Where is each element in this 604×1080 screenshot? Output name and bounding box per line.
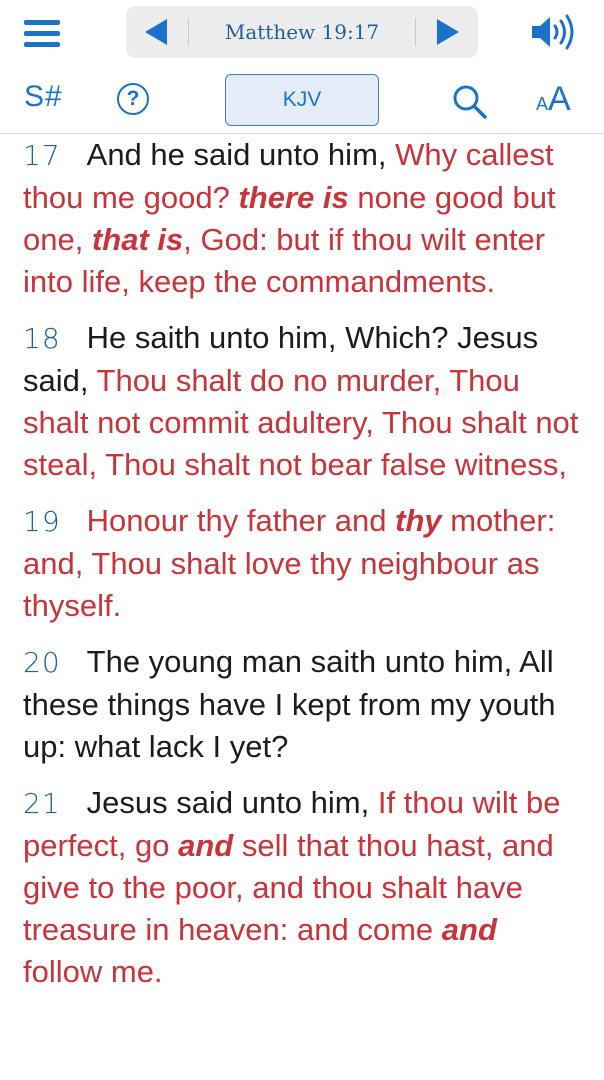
- verse-number[interactable]: 21: [23, 787, 61, 820]
- font-size-button[interactable]: [536, 80, 571, 120]
- words-of-christ-text: Why callest thou me good?: [23, 137, 554, 215]
- verse-number[interactable]: 18: [23, 322, 61, 355]
- words-of-christ-text: Honour thy father and: [86, 503, 396, 538]
- verse-number[interactable]: 17: [23, 139, 61, 172]
- words-of-christ-text: there is: [238, 180, 349, 215]
- words-of-christ-text: sell that thou hast, and give to the poor, and thou shalt have treasure in heaven: and come: [23, 828, 554, 947]
- verse-19[interactable]: [0, 500, 604, 627]
- help-icon[interactable]: ?: [117, 83, 149, 115]
- bible-version-button[interactable]: KJV: [225, 74, 379, 126]
- verse-17[interactable]: [0, 134, 604, 303]
- font-size-small-label: A: [536, 94, 549, 114]
- words-of-christ-text: and: [441, 912, 497, 947]
- words-of-christ-text: , God: but if thou wilt enter into life, keep the commandments.: [23, 222, 546, 299]
- words-of-christ-text: thy: [395, 503, 442, 538]
- triangle-right-icon: [437, 19, 459, 45]
- hamburger-menu-icon[interactable]: [24, 20, 60, 48]
- words-of-christ-text: and: [178, 828, 234, 863]
- words-of-christ-text: that is: [91, 222, 184, 257]
- previous-verse-button[interactable]: [126, 6, 186, 58]
- verse-text: And he said unto him,: [86, 137, 396, 172]
- words-of-christ-text: mother: and, Thou shalt love thy neighbour as thyself.: [23, 503, 556, 623]
- verse-20[interactable]: [0, 641, 604, 768]
- verse-21[interactable]: [0, 782, 604, 993]
- verse-text: Jesus said unto him,: [86, 785, 378, 820]
- words-of-christ-text: follow me.: [23, 954, 163, 989]
- words-of-christ-text: If thou wilt be perfect, go: [23, 785, 561, 863]
- speaker-icon[interactable]: [530, 12, 580, 52]
- strongs-number-button[interactable]: S#: [24, 80, 63, 113]
- next-verse-button[interactable]: [418, 6, 478, 58]
- magnifier-icon[interactable]: [452, 84, 488, 120]
- triangle-left-icon: [145, 19, 167, 45]
- verse-reference[interactable]: Matthew 19:17: [224, 20, 380, 44]
- verse-18[interactable]: [0, 317, 604, 486]
- verse-text: He saith unto him, Which? Jesus said,: [23, 320, 539, 398]
- words-of-christ-text: none good but one,: [23, 180, 556, 257]
- verse-number[interactable]: 20: [23, 646, 61, 679]
- font-size-large-label: A: [548, 80, 571, 118]
- verse-number[interactable]: 19: [23, 505, 61, 538]
- verse-list[interactable]: [0, 134, 604, 1080]
- top-toolbar: [0, 0, 604, 134]
- words-of-christ-text: Thou shalt do no murder, Thou shalt not commit adultery, Thou shalt not steal, Thou shalt not bear false witness,: [23, 363, 579, 482]
- verse-text: The young man saith unto him, All these things have I kept from my youth up: what lack I yet?: [23, 644, 556, 764]
- separator: [415, 18, 416, 46]
- reference-navigator: [126, 6, 478, 58]
